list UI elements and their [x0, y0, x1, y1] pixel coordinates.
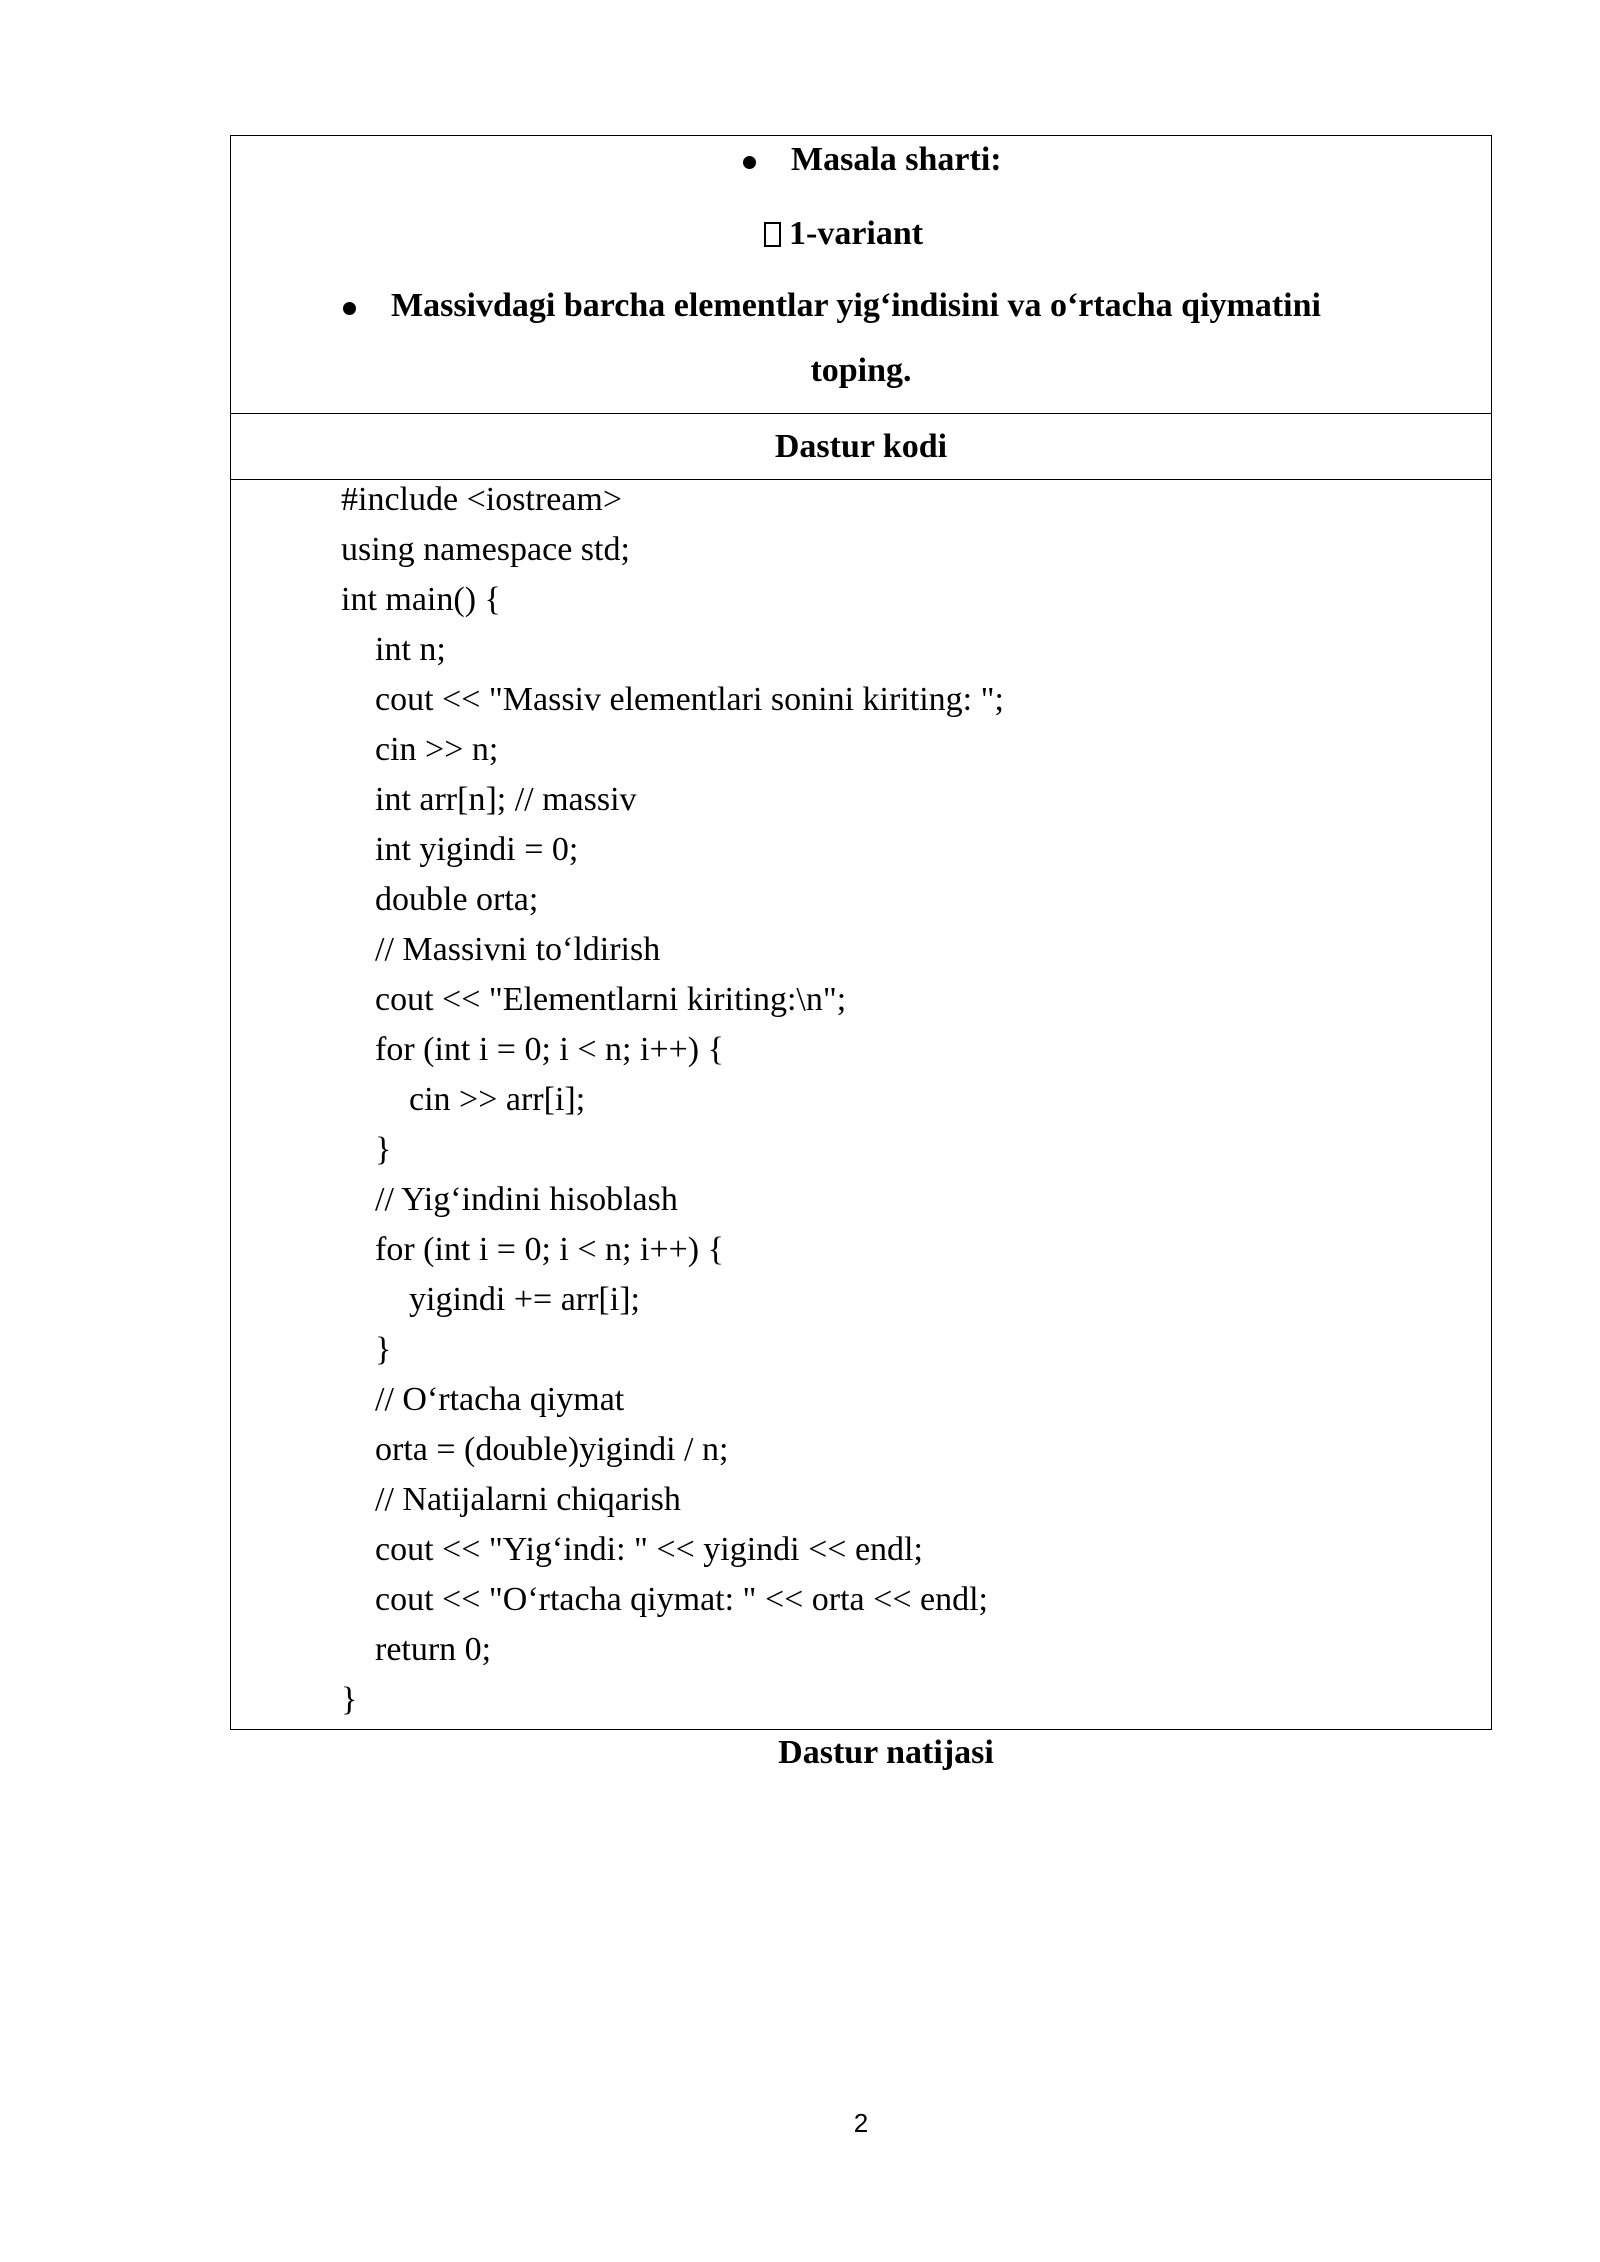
code-line: cout << "Massiv elementlari sonini kiriting: ";: [341, 681, 1004, 718]
code-line: }: [341, 1131, 392, 1168]
code-line: int yigindi = 0;: [341, 831, 579, 868]
code-line: double orta;: [341, 881, 539, 918]
code-line: }: [341, 1681, 358, 1718]
code-line: }: [341, 1331, 392, 1368]
bullet-icon: [743, 156, 756, 169]
bullet-icon: [343, 302, 356, 315]
code-line: // Yig‘indini hisoblash: [341, 1181, 678, 1218]
code-line: cin >> n;: [341, 731, 499, 768]
code-line: // Natijalarni chiqarish: [341, 1481, 681, 1518]
code-line: int main() {: [341, 581, 501, 618]
page-number: 2: [853, 2108, 869, 2138]
code-line: // O‘rtacha qiymat: [341, 1381, 625, 1418]
task-heading: Masala sharti:: [791, 141, 1002, 178]
task-section: [231, 136, 1491, 414]
code-line: return 0;: [341, 1631, 492, 1668]
code-line: cout << "Elementlarni kiriting:\n";: [341, 981, 847, 1018]
code-line: using namespace std;: [341, 531, 630, 568]
code-line: for (int i = 0; i < n; i++) {: [341, 1231, 724, 1268]
code-line: yigindi += arr[i];: [341, 1281, 640, 1318]
code-line: int arr[n]; // massiv: [341, 781, 637, 818]
code-line: int n;: [341, 631, 446, 668]
code-line: cout << "O‘rtacha qiymat: " << orta << endl;: [341, 1581, 988, 1618]
task-statement-line2: toping.: [810, 352, 912, 389]
code-line: cout << "Yig‘indi: " << yigindi << endl;: [341, 1531, 923, 1568]
task-statement-line1: Massivdagi barcha elementlar yig‘indisini va o‘rtacha qiymatini: [391, 287, 1321, 324]
code-title-section: [231, 414, 1491, 480]
variant-label: 1-variant: [789, 215, 924, 252]
code-line: #include <iostream>: [341, 481, 622, 518]
code-line: orta = (double)yigindi / n;: [341, 1431, 729, 1468]
variant-line: [764, 214, 923, 254]
code-section: [231, 480, 1491, 1729]
code-line: cin >> arr[i];: [341, 1081, 586, 1118]
task-table: [230, 135, 1492, 1730]
results-title: Dastur natijasi: [778, 1734, 994, 1771]
code-line: for (int i = 0; i < n; i++) {: [341, 1031, 724, 1068]
code-section-title: Dastur kodi: [774, 428, 948, 465]
checkbox-icon: [764, 222, 781, 247]
code-line: // Massivni to‘ldirish: [341, 931, 661, 968]
